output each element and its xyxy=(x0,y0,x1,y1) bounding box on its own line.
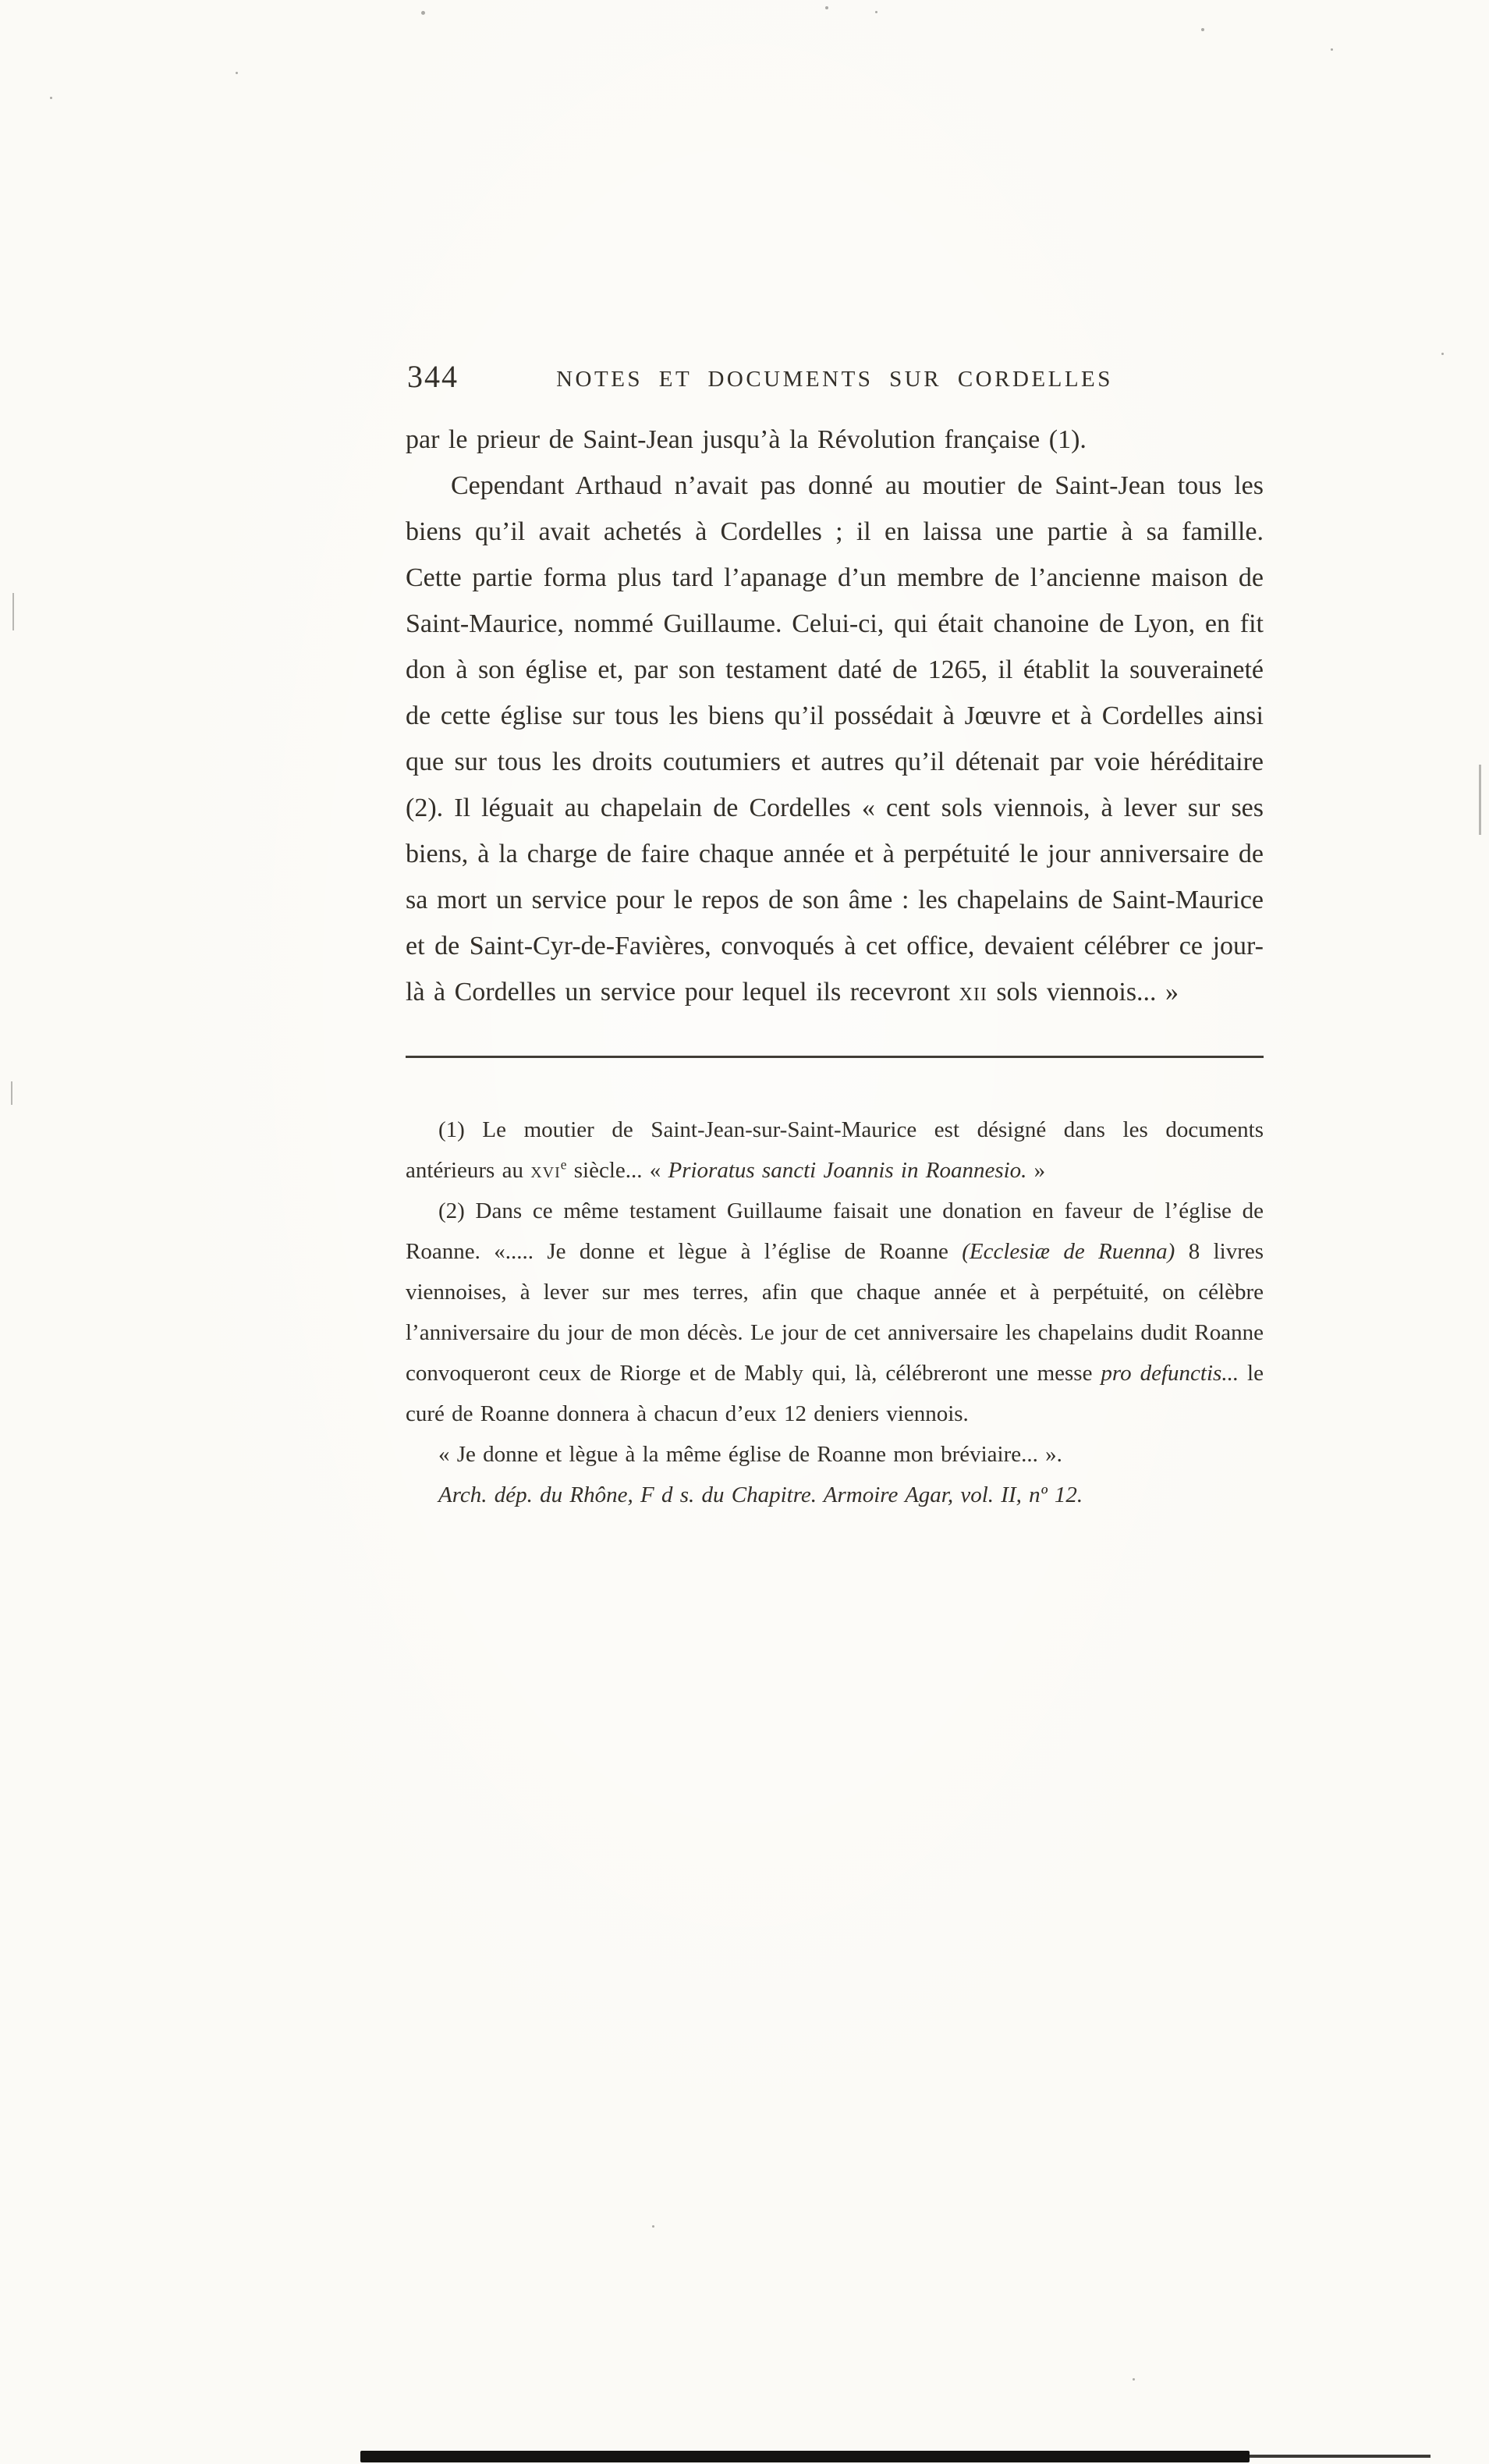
scan-speck xyxy=(1133,2378,1135,2381)
scan-speck xyxy=(875,11,877,13)
footnote-1: (1) Le moutier de Saint-Jean-sur-Saint-Maurice est désigné dans les documents antérieurs au xvi$^e$ siècle... « Prioratus sancti Joannis in Roannesio. » xyxy=(406,1117,1264,1183)
body-paragraph: par le prieur de Saint-Jean jusqu’à la Révolution française (1). xyxy=(406,425,1087,454)
footnote-2: (2) Dans ce même testament Guillaume faisait une donation en faveur de l’église de Roanne. «..... Je donne et lègue à l’église de Roanne (Ecclesiæ de Ruenna) 8 livres viennoises, à lever sur mes terres, afin que chaque année et à perpétuité, on célèbre l’anniversaire du jour de mon décès. Le jour de cet anniversaire les chapelains dudit Roanne convoqueront ceux de Riorge et de Mably qui, là, célébreront une messe pro defunctis... le curé de Roanne donnera à chacun d’eux 12 deniers viennois. xyxy=(406,1198,1264,1426)
body-text xyxy=(406,417,1264,1015)
scan-speck xyxy=(1201,28,1204,31)
running-title: NOTES ET DOCUMENTS SUR CORDELLES xyxy=(556,367,1113,392)
scan-edge-mark xyxy=(11,1081,12,1105)
scan-edge-mark xyxy=(1479,765,1481,835)
scan-bottom-edge-bar xyxy=(360,2451,1250,2462)
scan-speck xyxy=(1331,48,1333,51)
scan-speck xyxy=(652,2225,654,2228)
scan-speck xyxy=(236,72,238,74)
footnotes xyxy=(406,1110,1264,1515)
text-block xyxy=(406,351,1264,1515)
scan-speck xyxy=(825,6,828,9)
scan-speck xyxy=(421,11,425,15)
page-number: 344 xyxy=(407,359,459,394)
scan-speck xyxy=(1441,353,1444,355)
footnote-4-source: Arch. dép. du Rhône, F d s. du Chapitre. Armoire Agar, vol. II, nº 12. xyxy=(438,1482,1083,1507)
body-paragraph: Cependant Arthaud n’avait pas donné au moutier de Saint-Jean tous les biens qu’il avait achetés à Cordelles ; il en laissa une partie à sa famille. Cette partie forma plus tard l’apanage d’un membre de l’ancienne maison de Saint-Maurice, nommé Guillaume. Celui-ci, qui était chanoine de Lyon, en fit don à son église et, par son testament daté de 1265, il établit la souveraineté de cette église sur tous les biens qu’il possédait à Jœuvre et à Cordelles ainsi que sur tous les droits coutumiers et autres qu’il détenait par voie héréditaire (2). Il léguait au chapelain de Cordelles « cent sols viennois, à lever sur ses biens, à la charge de faire chaque année et à perpétuité le jour anniversaire de sa mort un service pour le repos de son âme : les chapelains de Saint-Maurice et de Saint-Cyr-de-Favières, convoqués à cet office, devaient célébrer ce jour-là à Cordelles un service pour lequel ils recevront xii sols viennois... » xyxy=(406,471,1264,1007)
scan-speck xyxy=(50,97,52,99)
scan-edge-mark xyxy=(12,593,14,630)
footnote-separator-rule xyxy=(406,1056,1264,1058)
scan-bottom-edge-line xyxy=(1250,2455,1431,2458)
page-header xyxy=(406,351,1264,395)
footnote-3: « Je donne et lègue à la même église de Roanne mon bréviaire... ». xyxy=(438,1442,1062,1467)
